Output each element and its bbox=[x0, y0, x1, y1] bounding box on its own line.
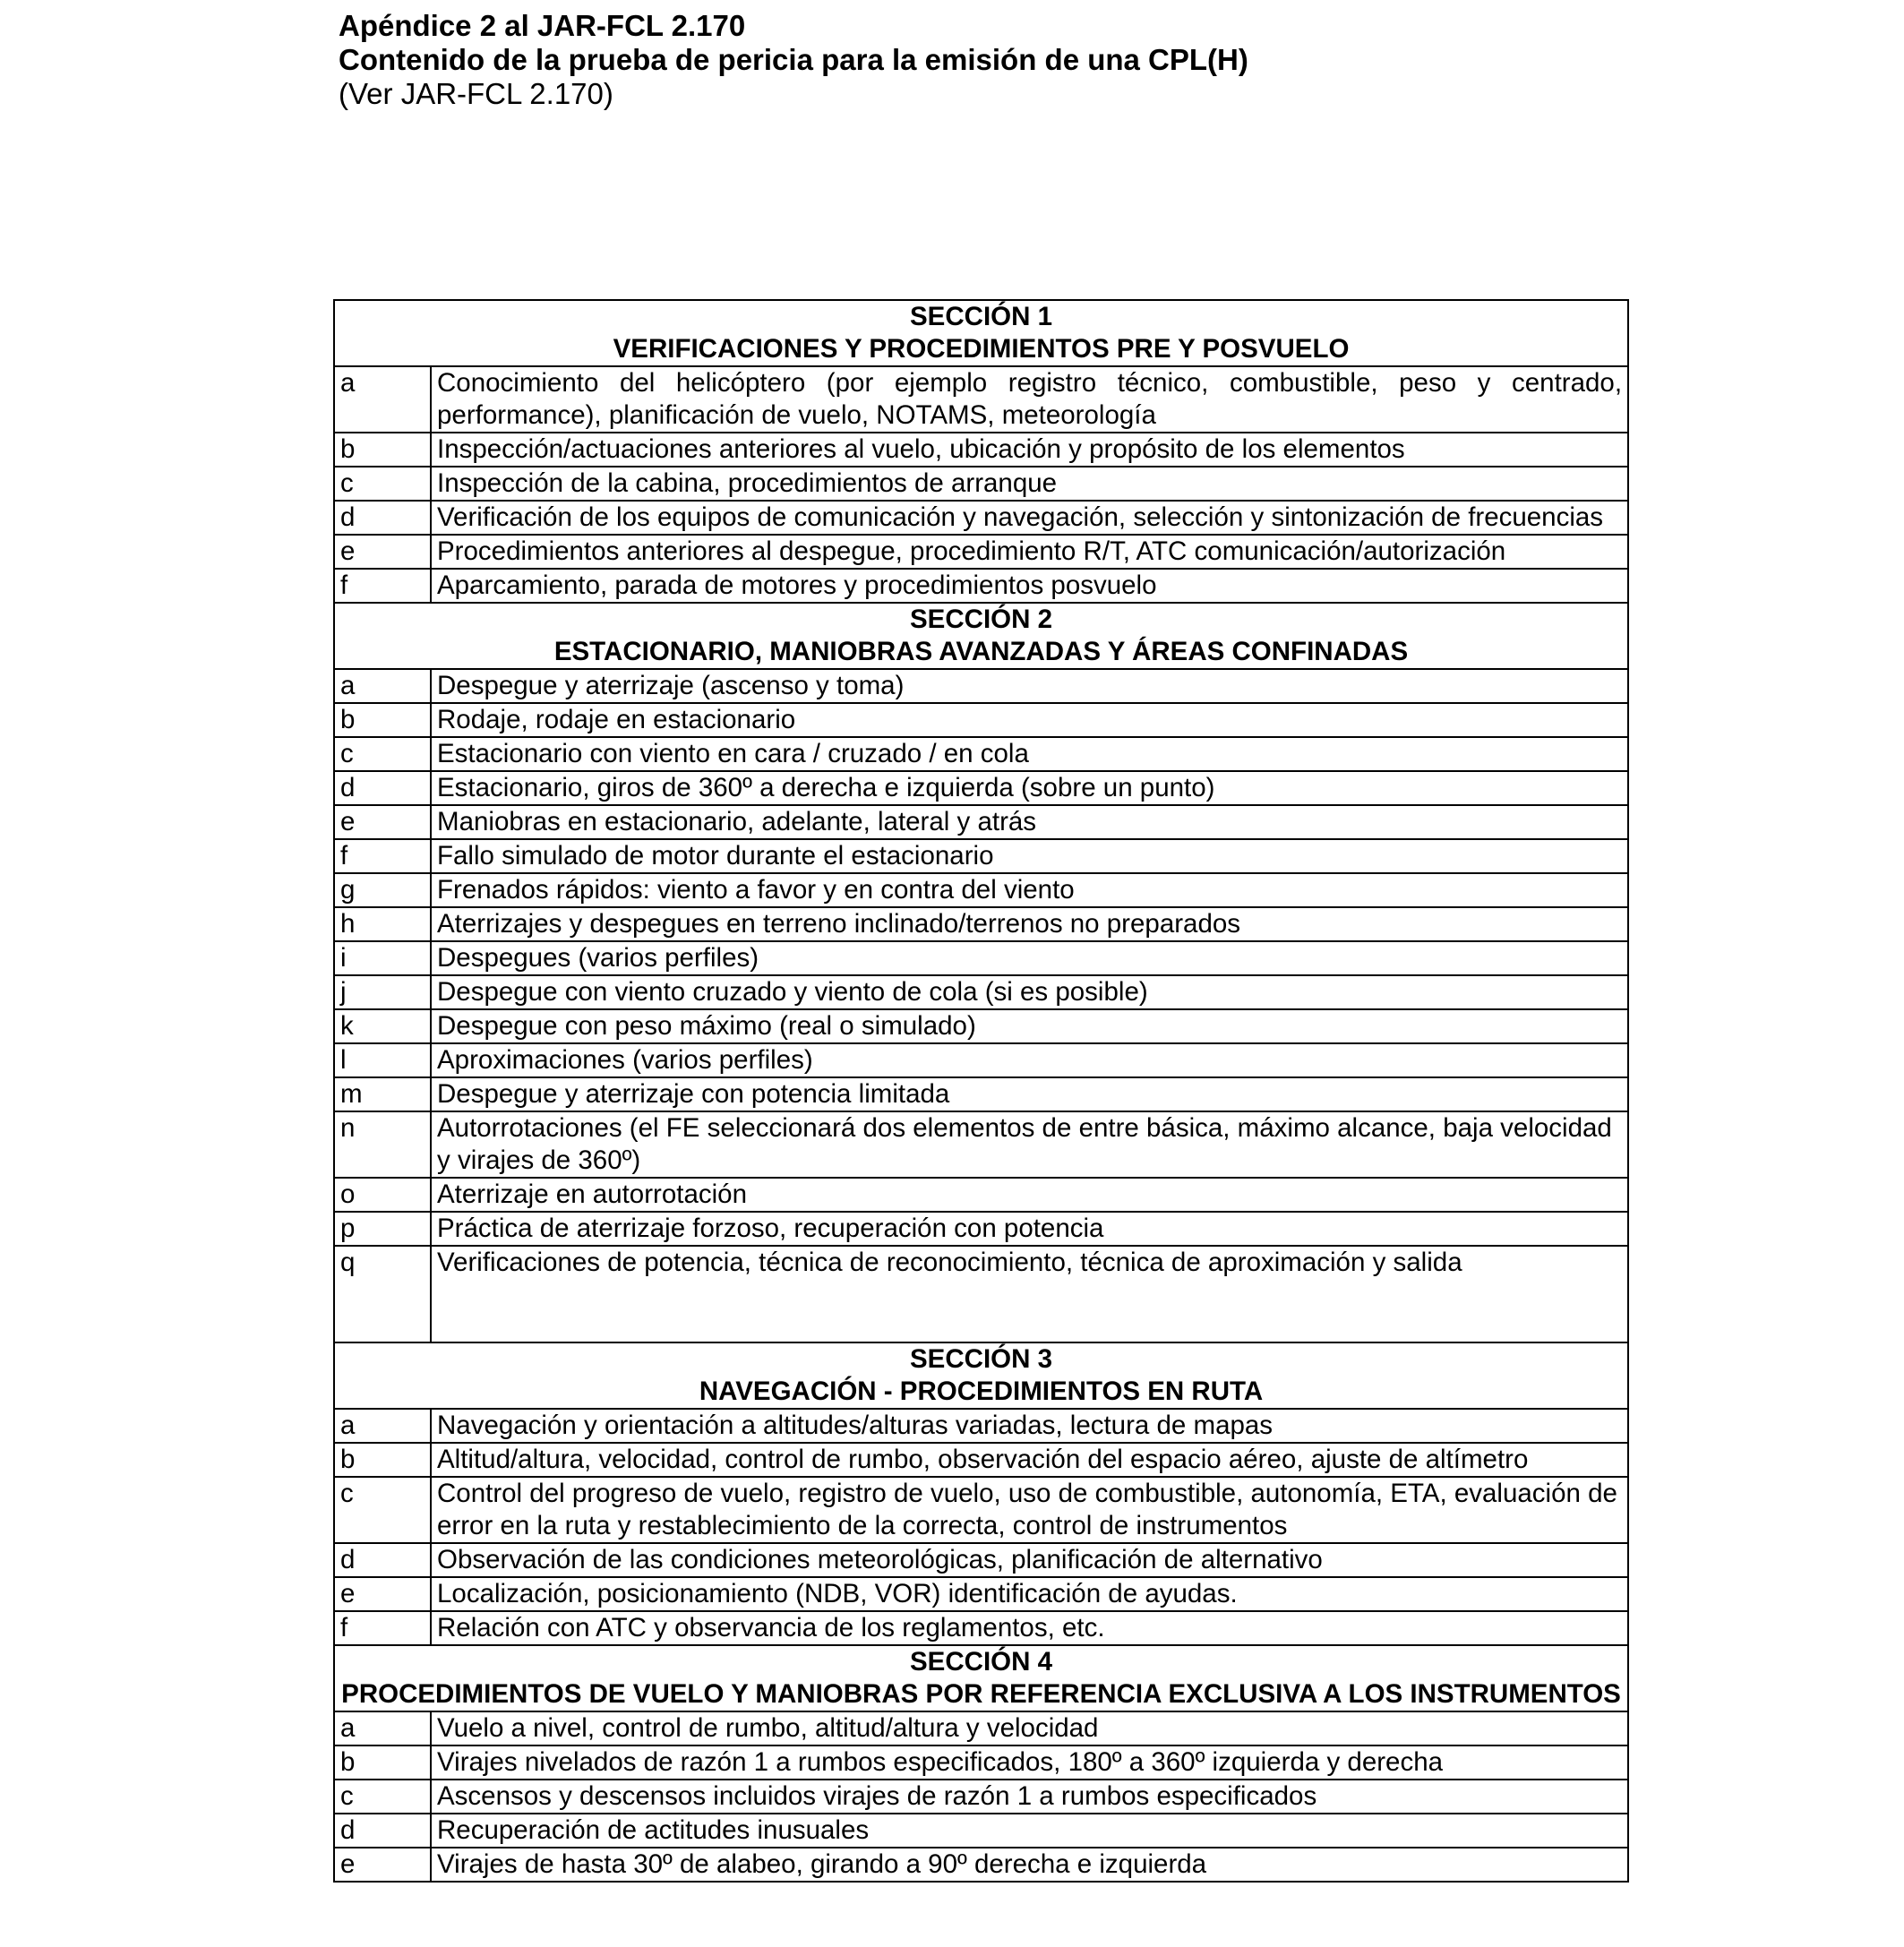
section-label: SECCIÓN 4 bbox=[910, 1647, 1053, 1677]
item-letter: e bbox=[334, 805, 431, 839]
item-text: Maniobras en estacionario, adelante, lateral y atrás bbox=[431, 805, 1628, 839]
table-row bbox=[334, 1477, 1628, 1543]
table-row bbox=[334, 1178, 1628, 1212]
section-title: NAVEGACIÓN - PROCEDIMIENTOS EN RUTA bbox=[699, 1377, 1264, 1406]
table-row bbox=[334, 1077, 1628, 1111]
item-letter: e bbox=[334, 1577, 431, 1611]
item-text: Ascensos y descensos incluidos virajes de razón 1 a rumbos especificados bbox=[431, 1780, 1628, 1814]
item-letter: f bbox=[334, 569, 431, 603]
table-row bbox=[334, 975, 1628, 1009]
table-row bbox=[334, 1780, 1628, 1814]
item-text: Despegues (varios perfiles) bbox=[431, 941, 1628, 975]
table-row bbox=[334, 737, 1628, 771]
section-header bbox=[334, 1645, 1628, 1711]
item-letter: c bbox=[334, 467, 431, 501]
item-text: Aterrizajes y despegues en terreno inclinado/terrenos no preparados bbox=[431, 907, 1628, 941]
table-row bbox=[334, 501, 1628, 535]
table-row bbox=[334, 1443, 1628, 1477]
table-row bbox=[334, 771, 1628, 805]
item-text: Despegue y aterrizaje con potencia limitada bbox=[431, 1077, 1628, 1111]
item-letter: j bbox=[334, 975, 431, 1009]
item-text: Fallo simulado de motor durante el estacionario bbox=[431, 839, 1628, 873]
table-row bbox=[334, 433, 1628, 467]
table-row bbox=[334, 569, 1628, 603]
table-row bbox=[334, 1577, 1628, 1611]
item-text: Autorrotaciones (el FE seleccionará dos elementos de entre básica, máximo alcance, baja velocidad y virajes de 360º) bbox=[431, 1111, 1628, 1178]
item-letter: c bbox=[334, 1780, 431, 1814]
table-row bbox=[334, 669, 1628, 703]
item-text: Estacionario, giros de 360º a derecha e izquierda (sobre un punto) bbox=[431, 771, 1628, 805]
table-row bbox=[334, 1111, 1628, 1178]
table-row bbox=[334, 703, 1628, 737]
item-text: Altitud/altura, velocidad, control de rumbo, observación del espacio aéreo, ajuste de altímetro bbox=[431, 1443, 1628, 1477]
item-letter: d bbox=[334, 1543, 431, 1577]
item-text: Estacionario con viento en cara / cruzado / en cola bbox=[431, 737, 1628, 771]
item-letter: m bbox=[334, 1077, 431, 1111]
item-text: Navegación y orientación a altitudes/alturas variadas, lectura de mapas bbox=[431, 1409, 1628, 1443]
item-text: Aparcamiento, parada de motores y procedimientos posvuelo bbox=[431, 569, 1628, 603]
table-row bbox=[334, 941, 1628, 975]
item-text: Inspección/actuaciones anteriores al vuelo, ubicación y propósito de los elementos bbox=[431, 433, 1628, 467]
table-row bbox=[334, 1611, 1628, 1645]
item-text: Virajes nivelados de razón 1 a rumbos especificados, 180º a 360º izquierda y derecha bbox=[431, 1745, 1628, 1780]
item-letter: e bbox=[334, 1848, 431, 1882]
item-letter: p bbox=[334, 1212, 431, 1246]
table-row bbox=[334, 839, 1628, 873]
table-row bbox=[334, 1409, 1628, 1443]
item-letter: c bbox=[334, 737, 431, 771]
reference-note: (Ver JAR-FCL 2.170) bbox=[339, 77, 613, 110]
item-text: Práctica de aterrizaje forzoso, recuperación con potencia bbox=[431, 1212, 1628, 1246]
table-row bbox=[334, 1745, 1628, 1780]
item-text: Despegue con viento cruzado y viento de cola (si es posible) bbox=[431, 975, 1628, 1009]
item-text: Procedimientos anteriores al despegue, procedimiento R/T, ATC comunicación/autorización bbox=[431, 535, 1628, 569]
section-title: ESTACIONARIO, MANIOBRAS AVANZADAS Y ÁREAS CONFINADAS bbox=[553, 637, 1409, 666]
item-letter: b bbox=[334, 433, 431, 467]
item-text: Conocimiento del helicóptero (por ejemplo registro técnico, combustible, peso y centrado, performance), planificación de vuelo, NOTAMS, meteorología bbox=[431, 366, 1628, 433]
item-letter: a bbox=[334, 1409, 431, 1443]
item-letter: h bbox=[334, 907, 431, 941]
item-letter: d bbox=[334, 771, 431, 805]
item-letter: k bbox=[334, 1009, 431, 1043]
section-header bbox=[334, 1342, 1628, 1409]
table-row bbox=[334, 1543, 1628, 1577]
section-header-row bbox=[334, 1342, 1628, 1409]
table-row bbox=[334, 1246, 1628, 1342]
table-row bbox=[334, 873, 1628, 907]
section-label: SECCIÓN 2 bbox=[910, 605, 1053, 634]
item-text: Frenados rápidos: viento a favor y en contra del viento bbox=[431, 873, 1628, 907]
item-letter: a bbox=[334, 366, 431, 433]
item-text: Rodaje, rodaje en estacionario bbox=[431, 703, 1628, 737]
appendix-title: Apéndice 2 al JAR-FCL 2.170 bbox=[339, 9, 746, 42]
item-letter: a bbox=[334, 669, 431, 703]
item-letter: b bbox=[334, 703, 431, 737]
table-row bbox=[334, 907, 1628, 941]
section-title: VERIFICACIONES Y PROCEDIMIENTOS PRE Y POSVUELO bbox=[613, 334, 1350, 364]
item-text: Vuelo a nivel, control de rumbo, altitud/altura y velocidad bbox=[431, 1711, 1628, 1745]
section-header-row bbox=[334, 300, 1628, 366]
table-row bbox=[334, 1711, 1628, 1745]
table-row bbox=[334, 1212, 1628, 1246]
item-text: Aterrizaje en autorrotación bbox=[431, 1178, 1628, 1212]
item-letter: d bbox=[334, 501, 431, 535]
item-text: Aproximaciones (varios perfiles) bbox=[431, 1043, 1628, 1077]
item-letter: a bbox=[334, 1711, 431, 1745]
item-text: Control del progreso de vuelo, registro de vuelo, uso de combustible, autonomía, ETA, evaluación de error en la ruta y restablecimiento de la correcta, control de instrumentos bbox=[431, 1477, 1628, 1543]
item-letter: q bbox=[334, 1246, 431, 1342]
table-row bbox=[334, 1848, 1628, 1882]
table-row bbox=[334, 805, 1628, 839]
item-text: Despegue con peso máximo (real o simulado) bbox=[431, 1009, 1628, 1043]
table-row bbox=[334, 366, 1628, 433]
section-title: PROCEDIMIENTOS DE VUELO Y MANIOBRAS POR REFERENCIA EXCLUSIVA A LOS INSTRUMENTOS bbox=[341, 1679, 1621, 1709]
item-text: Verificaciones de potencia, técnica de reconocimiento, técnica de aproximación y salida bbox=[431, 1246, 1628, 1342]
section-header bbox=[334, 300, 1628, 366]
item-letter: n bbox=[334, 1111, 431, 1178]
skill-test-table bbox=[333, 299, 1629, 1883]
item-letter: f bbox=[334, 1611, 431, 1645]
item-text: Inspección de la cabina, procedimientos de arranque bbox=[431, 467, 1628, 501]
table-row bbox=[334, 535, 1628, 569]
section-header-row bbox=[334, 603, 1628, 669]
section-label: SECCIÓN 3 bbox=[910, 1344, 1053, 1374]
table-row bbox=[334, 1043, 1628, 1077]
section-label: SECCIÓN 1 bbox=[910, 302, 1053, 331]
item-text: Relación con ATC y observancia de los reglamentos, etc. bbox=[431, 1611, 1628, 1645]
table-row bbox=[334, 467, 1628, 501]
item-text: Verificación de los equipos de comunicación y navegación, selección y sintonización de frecuencias bbox=[431, 501, 1628, 535]
item-letter: i bbox=[334, 941, 431, 975]
item-letter: e bbox=[334, 535, 431, 569]
document-header bbox=[339, 9, 1682, 111]
item-letter: o bbox=[334, 1178, 431, 1212]
item-letter: f bbox=[334, 839, 431, 873]
document-title: Contenido de la prueba de pericia para la emisión de una CPL(H) bbox=[339, 43, 1248, 76]
item-text: Despegue y aterrizaje (ascenso y toma) bbox=[431, 669, 1628, 703]
item-text: Virajes de hasta 30º de alabeo, girando a 90º derecha e izquierda bbox=[431, 1848, 1628, 1882]
table-row bbox=[334, 1009, 1628, 1043]
table-row bbox=[334, 1814, 1628, 1848]
section-header bbox=[334, 603, 1628, 669]
item-letter: b bbox=[334, 1745, 431, 1780]
section-header-row bbox=[334, 1645, 1628, 1711]
item-letter: l bbox=[334, 1043, 431, 1077]
item-letter: b bbox=[334, 1443, 431, 1477]
item-text: Localización, posicionamiento (NDB, VOR) identificación de ayudas. bbox=[431, 1577, 1628, 1611]
item-text: Observación de las condiciones meteorológicas, planificación de alternativo bbox=[431, 1543, 1628, 1577]
item-letter: g bbox=[334, 873, 431, 907]
item-letter: c bbox=[334, 1477, 431, 1543]
item-text: Recuperación de actitudes inusuales bbox=[431, 1814, 1628, 1848]
item-letter: d bbox=[334, 1814, 431, 1848]
